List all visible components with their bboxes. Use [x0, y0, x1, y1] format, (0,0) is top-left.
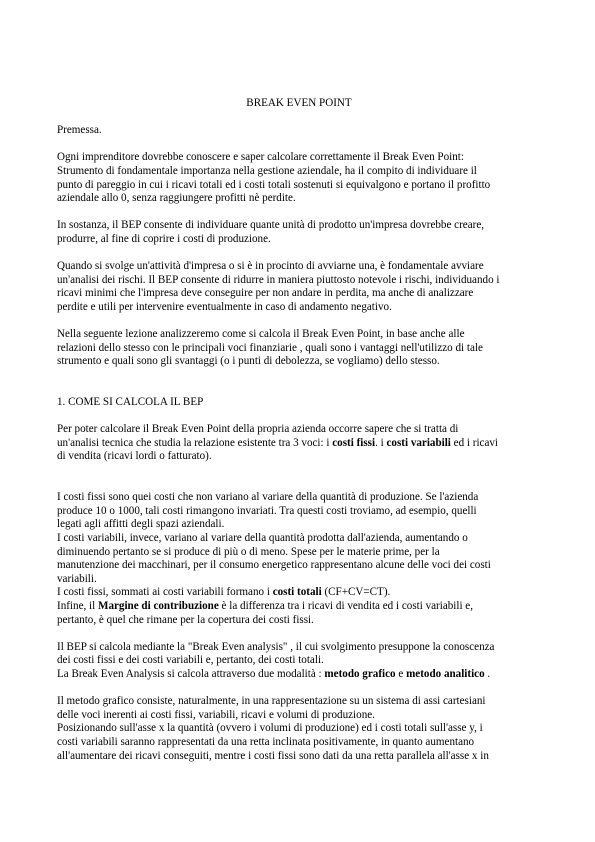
text-run: La Break Even Analysis si calcola attraverso due modalità : — [57, 667, 325, 680]
bold-term-metodo-grafico: metodo grafico — [324, 667, 396, 680]
text-line: legati agli affitti degli spazi aziendali. — [57, 518, 225, 531]
text-run: e — [395, 667, 407, 680]
text-line: di vendita (ricavi lordi o fatturato). — [57, 450, 212, 463]
text-line: Nella seguente lezione analizzeremo come si calcola il Break Even Point, in base anche alle — [57, 328, 465, 341]
bold-term-metodo-analitico: metodo analitico — [406, 667, 485, 680]
text-run: (CF+CV=CT). — [321, 586, 391, 599]
text-line: delle voci inerenti ai costi fissi, variabili, ricavi e volumi di produzione. — [57, 708, 375, 721]
text-line: perdite e utili per intervenire eventualmente in caso di andamento negativo. — [57, 300, 392, 313]
text-line: pertanto, è quel che rimane per la copertura dei costi fissi. — [57, 613, 314, 626]
text-run: . i — [375, 436, 387, 449]
text-line: Per poter calcolare il Break Even Point della propria azienda occorre sapere che si tratta di — [57, 423, 459, 436]
text-line — [57, 600, 541, 614]
text-line — [57, 668, 541, 682]
text-line: produrre, al fine di coprire i costi di produzione. — [57, 232, 271, 245]
paragraph-intro — [57, 151, 541, 205]
text-line: ricavi minimi che l'impresa deve conseguire per non andare in perdita, ma anche di analizzare — [57, 287, 474, 300]
text-line: In sostanza, il BEP consente di individuare quante unità di prodotto un'impresa dovrebbe creare, — [57, 219, 485, 232]
text-line: variabili. — [57, 572, 97, 585]
text-run: un'analisi tecnica che studia la relazione esistente tra 3 voci: i — [57, 436, 333, 449]
spacer — [57, 478, 541, 492]
text-line: costi variabili saranno rappresentati da una retta inclinata positivamente, in quanto aumentano — [57, 735, 475, 748]
text-run: è la differenza tra i ricavi di vendita ed i costi variabili e, — [218, 599, 474, 612]
paragraph-costi — [57, 491, 541, 627]
bold-term-margine: Margine di contribuzione — [97, 599, 219, 612]
text-line: Posizionando sull'asse x la quantità (ovvero i volumi di produzione) ed i costi totali sull'asse y, i — [57, 722, 483, 735]
bold-term-costi-variabili: costi variabili — [386, 436, 451, 449]
text-line: Il metodo grafico consiste, naturalmente, in una rappresentazione su un sistema di assi cartesiani — [57, 695, 486, 708]
text-line: Strumento di fondamentale importanza nella gestione aziendale, ha il compito di individuare il — [57, 164, 477, 177]
bold-term-costi-totali: costi totali — [272, 586, 322, 599]
text-line: strumento e quali sono gli svantaggi (o i punti di debolezza, se vogliamo) dello stesso. — [57, 355, 440, 368]
paragraph-lezione — [57, 328, 541, 369]
spacer — [57, 382, 541, 396]
document-title: BREAK EVEN POINT — [246, 97, 352, 109]
text-line: I costi variabili, invece, variano al variare della quantità prodotta dall'azienda, aumentando o — [57, 532, 468, 544]
text-line: punto di pareggio in cui i ricavi totali ed i costi totali sostenuti si equivalgono e portano il profitto — [57, 178, 491, 191]
text-line: manutenzione dei macchinari, per il consumo energetico rappresentano alcune delle voci dei costi — [57, 559, 491, 572]
text-run: I costi fissi, sommati ai costi variabili formano i — [57, 586, 273, 599]
text-line: dei costi fissi e dei costi variabili e, pertanto, dei costi totali. — [57, 654, 324, 667]
text-line: Ogni imprenditore dovrebbe conoscere e saper calcolare correttamente il Break Even Point: — [57, 151, 464, 164]
document-page — [57, 97, 541, 777]
text-line: aziendale allo 0, senza raggiungere profitti nè perdite. — [57, 192, 296, 205]
paragraph-rischi — [57, 260, 541, 314]
bold-term-costi-fissi: costi fissi — [332, 436, 376, 449]
premessa-label: Premessa. — [57, 124, 102, 137]
paragraph-voci — [57, 423, 541, 464]
text-line: Quando si svolge un'attività d'impresa o si è in procinto di avviarne una, è fondamentale avviare — [57, 260, 484, 273]
text-run: Infine, il — [57, 599, 98, 612]
text-line: all'aumentare dei ricavi conseguiti, mentre i costi fissi sono dati da una retta parallela all'asse x in — [57, 749, 489, 762]
text-line: diminuendo pertanto se si produce di più o di meno. Spese per le materie prime, per la — [57, 545, 440, 558]
text-line — [57, 437, 541, 451]
paragraph-analysis — [57, 641, 541, 682]
text-line: relazioni dello stesso con le principali voci finanziarie , quali sono i vantaggi nell'utilizzo di tale — [57, 341, 483, 354]
paragraph-metodo-grafico — [57, 695, 541, 763]
text-line: produce 10 o 1000, tali costi rimangono invariati. Tra questi costi troviamo, ad esempio, quelli — [57, 504, 477, 517]
text-line: I costi fissi sono quei costi che non variano al variare della quantità di produzione. Se l'azienda — [57, 491, 479, 504]
text-line: un'analisi dei rischi. Il BEP consente di ridurre in maniera piuttosto notevole i rischi, individuando i — [57, 273, 500, 286]
text-run: ed i ricavi — [450, 436, 499, 449]
text-run: . — [484, 667, 491, 680]
section-heading: 1. COME SI CALCOLA IL BEP — [57, 396, 204, 409]
text-line: Il BEP si calcola mediante la "Break Even analysis" , il cui svolgimento presuppone la conoscenza — [57, 640, 495, 653]
text-line — [57, 586, 541, 600]
paragraph-sostanza — [57, 219, 541, 246]
